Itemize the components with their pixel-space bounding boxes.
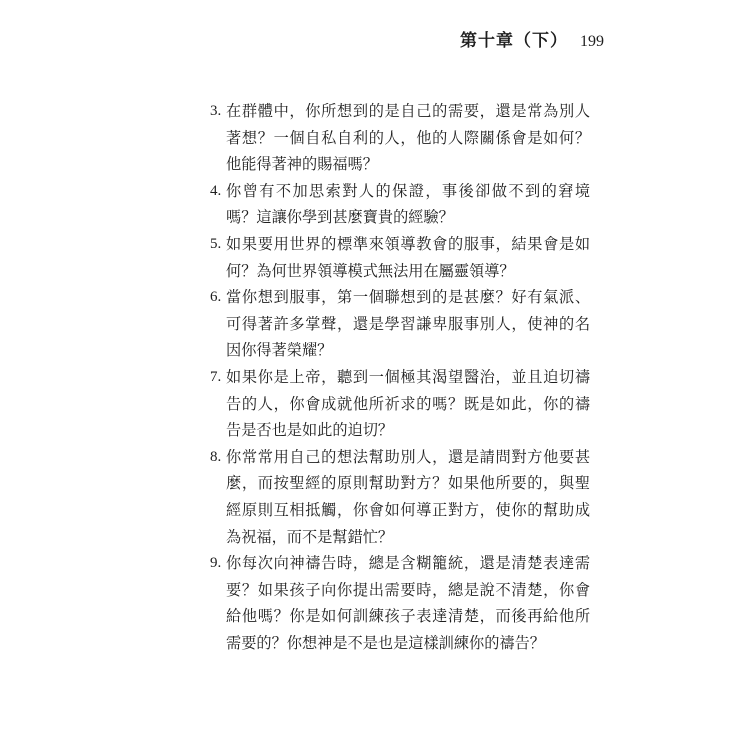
question-text: 你常常用自己的想法幫助別人，還是請問對方他要甚麼，而按聖經的原則幫助對方？如果他所要的，與聖經原則互相抵觸，你會如何導正對方，使你的幫助成為祝福，而不是幫錯忙？ xyxy=(226,447,590,546)
question-text: 在群體中，你所想到的是自己的需要，還是常為別人著想？一個自私自利的人，他的人際關係會是如何？他能得著神的賜福嗎？ xyxy=(226,102,590,174)
question-item xyxy=(210,98,590,178)
question-number: 8. xyxy=(210,448,222,465)
question-text: 你每次向神禱告時，總是含糊籠統，還是清楚表達需要？如果孩子向你提出需要時，總是說不清楚，你會給他嗎？你是如何訓練孩子表達清楚，而後再給他所需要的？你想神是不是也是這樣訓練你的禱告？ xyxy=(226,554,590,652)
question-number: 4. xyxy=(210,182,222,199)
question-text: 你曾有不加思索對人的保證，事後卻做不到的窘境嗎？這讓你學到甚麼寶貴的經驗？ xyxy=(226,181,590,227)
chapter-title: 第十章（下） xyxy=(460,31,568,51)
question-number: 7. xyxy=(210,368,222,385)
question-item xyxy=(210,364,590,444)
question-item xyxy=(210,550,590,656)
question-item xyxy=(210,178,590,231)
running-header xyxy=(460,26,604,51)
question-number: 3. xyxy=(210,103,222,119)
question-number: 6. xyxy=(210,289,222,306)
question-item xyxy=(210,444,590,550)
question-item xyxy=(210,284,590,364)
question-text: 如果你是上帝，聽到一個極其渴望醫治，並且迫切禱告的人，你會成就他所祈求的嗎？既是如此，你的禱告是否也是如此的迫切？ xyxy=(226,367,590,440)
question-list xyxy=(210,98,590,656)
question-text: 當你想到服事，第一個聯想到的是甚麼？好有氣派、可得著許多掌聲，還是學習謙卑服事別人，使神的名因你得著榮耀？ xyxy=(226,288,590,360)
question-text: 如果要用世界的標準來領導教會的服事，結果會是如何？為何世界領導模式無法用在屬靈領導？ xyxy=(226,234,590,280)
page-number: 199 xyxy=(580,33,604,50)
question-number: 9. xyxy=(210,555,222,572)
question-item xyxy=(210,231,590,284)
question-number: 5. xyxy=(210,235,222,252)
